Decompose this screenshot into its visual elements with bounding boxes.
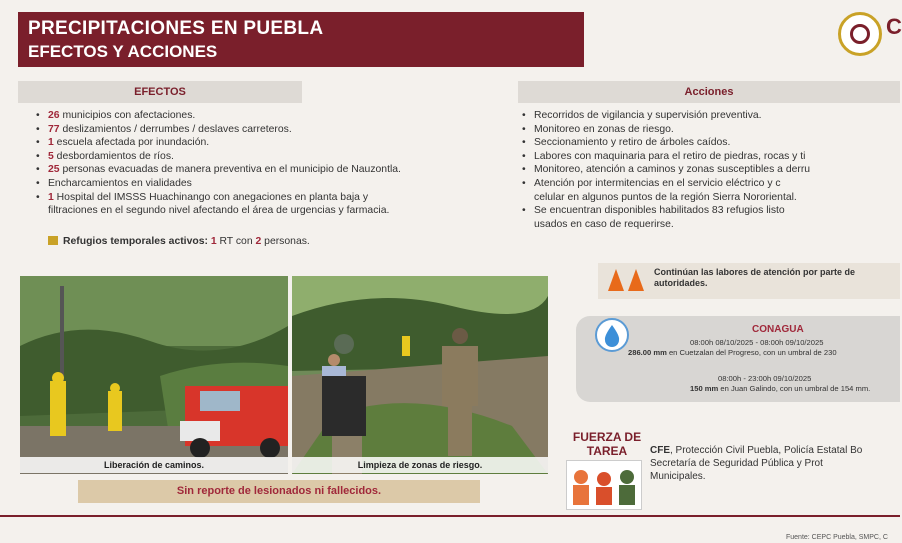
list-item: • Atención por intermitencias en el servicio eléctrico y c bbox=[522, 177, 900, 191]
acciones-list bbox=[522, 109, 900, 231]
photo-caption-left: Liberación de caminos. bbox=[20, 457, 288, 473]
list-item: • Encharcamientos en vialidades bbox=[36, 177, 516, 191]
list-item-continuation: filtraciones en el segundo nivel afectando el área de urgencias y farmacia. bbox=[48, 205, 390, 217]
list-item: • 1 escuela afectada por inundación. bbox=[36, 136, 516, 150]
logo-letter: C bbox=[886, 14, 902, 39]
list-item: • 77 deslizamientos / derrumbes / deslaves carreteros. bbox=[36, 123, 516, 137]
shelter-icon bbox=[48, 236, 58, 245]
page-subtitle: EFECTOS Y ACCIONES bbox=[28, 42, 218, 61]
refugios-line: Refugios temporales activos: 1 RT con 2 personas. bbox=[48, 236, 310, 247]
list-item: • 26 municipios con afectaciones. bbox=[36, 109, 516, 123]
list-item-continuation: usados en caso de requerirse. bbox=[534, 218, 674, 230]
conagua-title: CONAGUA bbox=[752, 324, 804, 335]
conagua-period-2: 08:00h - 23:00h 09/10/2025 bbox=[718, 374, 812, 383]
list-item: • Seccionamiento y retiro de árboles caídos. bbox=[522, 136, 900, 150]
list-item: • Labores con maquinaria para el retiro de piedras, rocas y ti bbox=[522, 150, 900, 164]
conagua-reading-1: 286.00 mm en Cuetzalan del Progreso, con un umbral de 230 bbox=[628, 348, 837, 357]
list-item: • Monitoreo, atención a caminos y zonas susceptibles a derru bbox=[522, 163, 900, 177]
title-banner bbox=[18, 12, 584, 67]
task-force-agencies: CFE, Protección Civil Puebla, Policía Estatal Bo Secretaría de Seguridad Pública y Prot Municipales. bbox=[650, 445, 863, 482]
responders-icon bbox=[567, 461, 641, 509]
civil-protection-logo-icon bbox=[838, 12, 882, 56]
source-note: Fuente: CEPC Puebla, SMPC, C bbox=[786, 534, 888, 541]
photo-road-clearing bbox=[20, 276, 288, 474]
acciones-heading: Acciones bbox=[518, 81, 900, 103]
photo-caption-right: Limpieza de zonas de riesgo. bbox=[292, 457, 548, 473]
list-item: • Monitoreo en zonas de riesgo. bbox=[522, 123, 900, 137]
task-force-icons bbox=[566, 460, 642, 510]
list-item: • 1 Hospital del IMSSS Huachinango con anegaciones en planta baja y bbox=[36, 191, 516, 205]
list-item: • Recorridos de vigilancia y supervisión preventiva. bbox=[522, 109, 900, 123]
water-drop-icon bbox=[595, 318, 629, 352]
list-item: • 5 desbordamientos de ríos. bbox=[36, 150, 516, 164]
traffic-cone-icon bbox=[628, 269, 644, 291]
efectos-list bbox=[36, 109, 516, 218]
task-force-title: FUERZA DE TAREA bbox=[572, 430, 642, 458]
photo-risk-zone-cleaning bbox=[292, 276, 548, 474]
list-item: • Se encuentran disponibles habilitados 83 refugios listo bbox=[522, 204, 900, 218]
no-injuries-banner: Sin reporte de lesionados ni fallecidos. bbox=[78, 480, 480, 503]
ongoing-work-notice: Continúan las labores de atención por parte de autoridades. bbox=[598, 263, 900, 299]
list-item-continuation: celular en algunos puntos de la región Sierra Nororiental. bbox=[534, 191, 797, 203]
efectos-heading: EFECTOS bbox=[18, 81, 302, 103]
list-item: • 25 personas evacuadas de manera preventiva en el municipio de Nauzontla. bbox=[36, 163, 516, 177]
conagua-reading-2: 150 mm en Juan Galindo, con un umbral de 154 mm. bbox=[690, 384, 871, 393]
conagua-period-1: 08:00h 08/10/2025 - 08:00h 09/10/2025 bbox=[690, 338, 824, 347]
footer-divider bbox=[0, 515, 900, 517]
page-title: PRECIPITACIONES EN PUEBLA bbox=[28, 18, 324, 39]
traffic-cone-icon bbox=[608, 269, 624, 291]
